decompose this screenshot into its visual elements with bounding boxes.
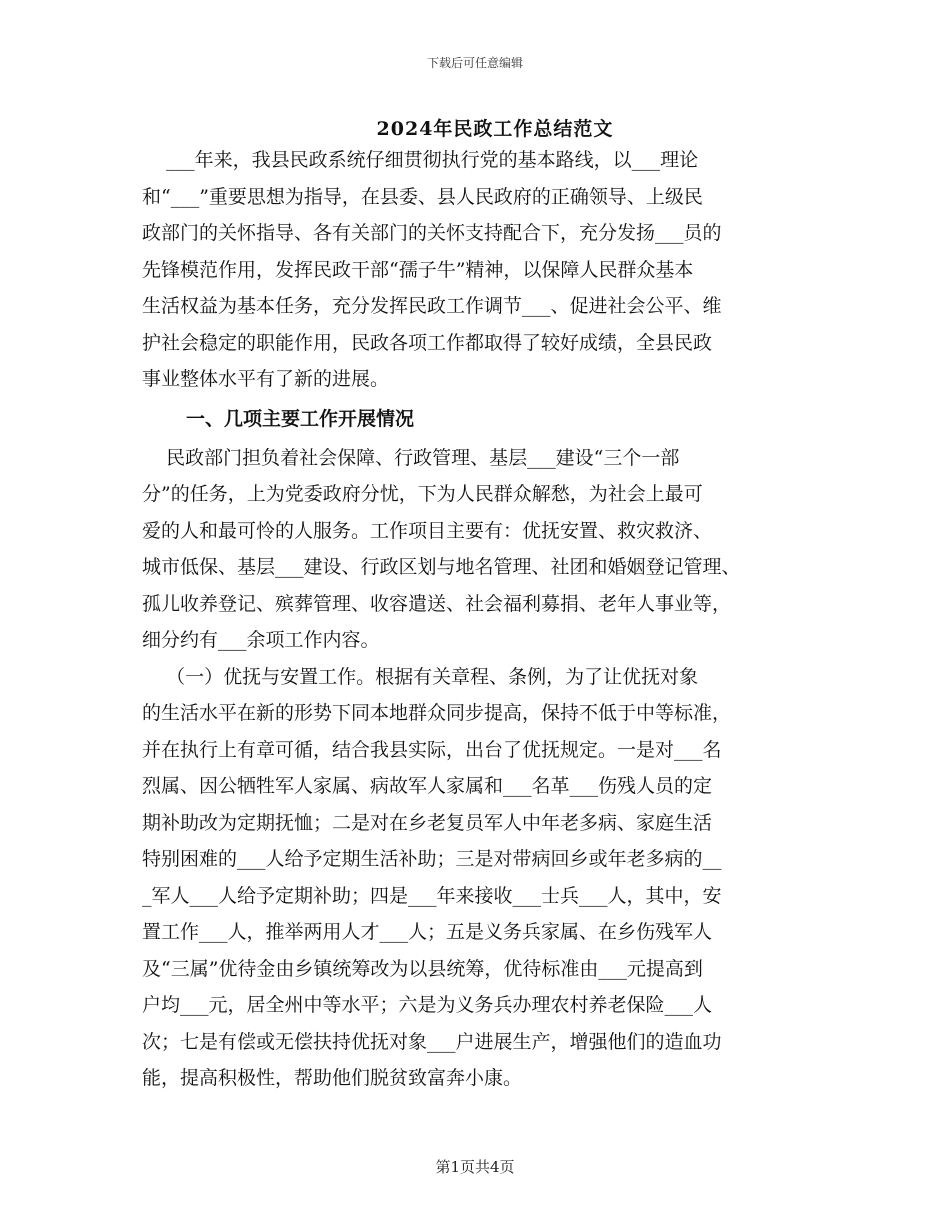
paragraph-line: 先锋模范作用，发挥民政干部“孺子牛”精神，以保障人民群众基本 [142,258,694,281]
paragraph-line: 及“三属”优待金由乡镇统筹改为以县统筹，优待标准由___元提高到 [142,957,703,980]
paragraph-line: 期补助改为定期抚恤；二是对在乡老复员军人中年老多病、家庭生活 [142,811,713,834]
paragraph-line: 爱的人和最可怜的人服务。工作项目主要有：优抚安置、救灾救济、 [142,519,713,542]
paragraph-line: 民政部门担负着社会保障、行政管理、基层___建设“三个一部 [142,446,680,469]
paragraph-line: 细分约有___余项工作内容。 [142,629,380,651]
page-number-footer: 第1页共4页 [435,1158,515,1176]
paragraph-line: 能，提高积极性，帮助他们脱贫致富奔小康。 [142,1067,523,1089]
paragraph-line: 的生活水平在新的形势下同本地群众同步提高，保持不低于中等标准， [142,702,732,724]
section-heading: 一、几项主要工作开展情况 [186,407,415,430]
paragraph-line: 事业整体水平有了新的进展。 [142,368,390,390]
paragraph-line: （一）优抚与安置工作。根据有关章程、条例，为了让优抚对象 [142,665,699,688]
document-body [142,142,814,1097]
paragraph-line: 孤儿收养登记、殡葬管理、收容遣送、社会福利募捐、老年人事业等， [142,592,732,615]
paragraph-line: 城市低保、基层___建设、行政区划与地名管理、社团和婚姻登记管理、 [142,556,741,578]
paragraph-line: 户均___元，居全州中等水平；六是为义务兵办理农村养老保险___人 [142,994,713,1016]
paragraph-line: 并在执行上有章可循，结合我县实际，出台了优抚规定。一是对___名 [142,738,722,761]
document-title: 2024年民政工作总结范文 [376,118,614,140]
paragraph-line: ___年来，我县民政系统仔细贯彻执行党的基本路线，以___理论 [142,149,699,171]
paragraph-line: 生活权益为基本任务，充分发挥民政工作调节___、促进社会公平、维 [142,295,722,317]
paragraph-line: 次；七是有偿或无偿扶持优抚对象___户进展生产，增强他们的造血功 [142,1030,722,1053]
paragraph-line: 烈属、因公牺牲军人家属、病故军人家属和___名革___伤残人员的定 [142,775,713,797]
paragraph-line: 特别困难的___人给予定期生活补助；三是对带病回乡或年老多病的__ [142,848,722,870]
paragraph-line: 置工作___人，推举两用人才___人；五是义务兵家属、在乡伤残军人 [142,921,713,943]
page-header-note: 下载后可任意编辑 [426,56,523,70]
paragraph-line: _军人___人给予定期补助；四是___年来接收___士兵___人，其中，安 [142,884,722,907]
paragraph-line: 和“___”重要思想为指导，在县委、县人民政府的正确领导、上级民 [142,185,703,208]
paragraph-line: 护社会稳定的职能作用，民政各项工作都取得了较好成绩，全县民政 [142,331,713,354]
paragraph-line: 政部门的关怀指导、各有关部门的关怀支持配合下，充分发扬___员的 [142,222,722,244]
paragraph-line: 分”的任务，上为党委政府分忧，下为人民群众解愁，为社会上最可 [142,483,703,505]
